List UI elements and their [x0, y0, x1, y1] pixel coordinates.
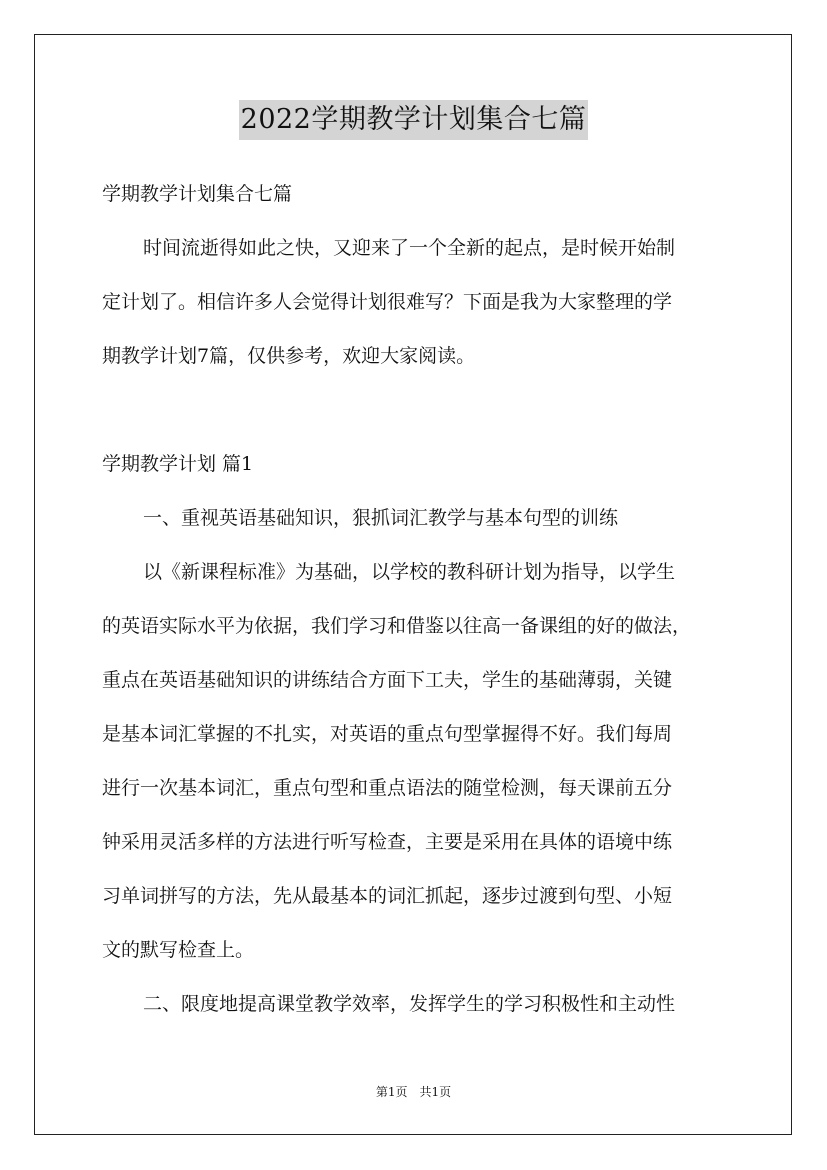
page-number: 第1页 共1页 [375, 1085, 452, 1099]
section-heading: 学期教学计划 篇1 [102, 453, 254, 475]
intro-line-2: 定计划了。相信许多人会觉得计划很难写？下面是我为大家整理的学 [102, 291, 673, 313]
paragraph-line-5: 进行一次基本词汇，重点句型和重点语法的随堂检测，每天课前五分 [102, 777, 673, 799]
paragraph-line-2: 的英语实际水平为依据，我们学习和借鉴以往高一备课组的好的做法， [102, 615, 692, 637]
paragraph-line-1: 以《新课程标准》为基础，以学校的教科研计划为指导，以学生 [143, 561, 676, 583]
point-two-heading: 二、限度地提高课堂教学效率，发挥学生的学习积极性和主动性 [143, 993, 676, 1015]
paragraph-line-4: 是基本词汇掌握的不扎实，对英语的重点句型掌握得不好。我们每周 [102, 723, 673, 745]
document-title: 2022学期教学计划集合七篇 [239, 100, 589, 140]
paragraph-line-8: 文的默写检查上。 [102, 939, 255, 961]
paragraph-line-3: 重点在英语基础知识的讲练结合方面下工夫，学生的基础薄弱，关键 [102, 669, 673, 691]
paragraph-line-7: 习单词拼写的方法，先从最基本的词汇抓起，逐步过渡到句型、小短 [102, 885, 673, 907]
intro-line-3: 期教学计划7篇，仅供参考，欢迎大家阅读。 [102, 345, 476, 367]
point-one-heading: 一、重视英语基础知识，狠抓词汇教学与基本句型的训练 [143, 507, 619, 529]
document-subtitle: 学期教学计划集合七篇 [102, 183, 293, 205]
title-container [0, 100, 827, 140]
intro-line-1: 时间流逝得如此之快，又迎来了一个全新的起点，是时候开始制 [143, 237, 676, 259]
paragraph-line-6: 钟采用灵活多样的方法进行听写检查，主要是采用在具体的语境中练 [102, 831, 673, 853]
